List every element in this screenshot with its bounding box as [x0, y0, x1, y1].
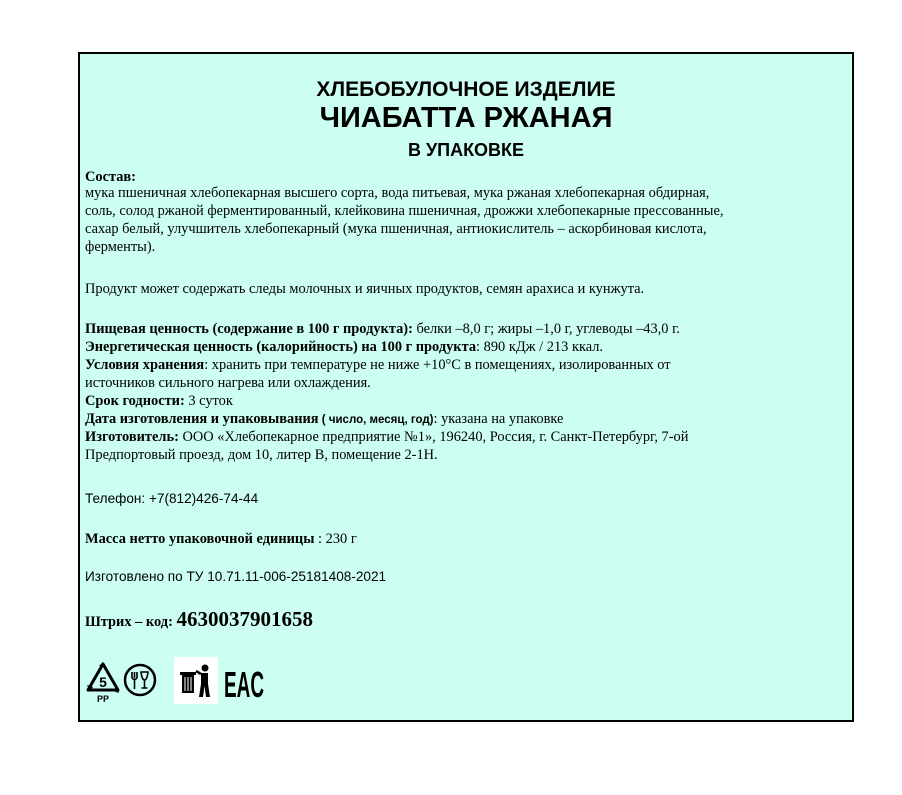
technical-standard: Изготовлено по ТУ 10.71.11-006-25181408-2021 — [85, 569, 387, 584]
storage-conditions-cont: источников сильного нагрева или охлаждения. — [85, 375, 371, 391]
composition-heading: Состав: — [85, 169, 136, 185]
manufacture-date: Дата изготовления и упаковывания ( число, месяц, год): указана на упаковке — [85, 411, 564, 427]
svg-text:5: 5 — [99, 674, 107, 690]
composition-line: мука пшеничная хлебопекарная высшего сорта, вода питьевая, мука ржаная хлебопекарная обдирная, — [85, 185, 710, 201]
storage-conditions: Условия хранения: хранить при температуре не ниже +10°С в помещениях, изолированных от — [85, 357, 671, 373]
barcode: Штрих – код: 4630037901658 — [85, 607, 313, 631]
packaging-note: В УПАКОВКЕ — [407, 140, 525, 160]
composition-line: сахар белый, улучшитель хлебопекарный (мука пшеничная, антиокислитель – аскорбиновая кислота, — [85, 221, 707, 237]
package-marks — [84, 660, 284, 704]
shelf-life: Срок годности: 3 суток — [85, 393, 233, 409]
phone: Телефон: +7(812)426-74-44 — [85, 491, 259, 506]
eac-mark-icon — [224, 664, 266, 705]
product-name: ЧИАБАТТА РЖАНАЯ — [319, 102, 613, 134]
product-label — [78, 52, 854, 722]
manufacturer-address: Предпортовый проезд, дом 10, литер В, помещение 2-1Н. — [85, 447, 438, 463]
svg-text:EAC: EAC — [224, 664, 264, 705]
dispose-in-bin-icon — [174, 657, 218, 704]
nutrition-value: Пищевая ценность (содержание в 100 г продукта): белки –8,0 г; жиры –1,0 г, углеводы –43,0 г. — [85, 321, 680, 337]
food-safe-icon — [122, 662, 158, 698]
composition-line: соль, солод ржаной ферментированный, клейковина пшеничная, дрожжи хлебопекарные прессованные, — [85, 203, 724, 219]
manufacturer: Изготовитель: ООО «Хлебопекарное предприятие №1», 196240, Россия, г. Санкт-Петербург, 7-ой — [85, 429, 689, 445]
composition-line: ферменты). — [85, 239, 156, 255]
allergen-warning: Продукт может содержать следы молочных и яичных продуктов, семян арахиса и кунжута. — [85, 281, 645, 297]
product-category: ХЛЕБОБУЛОЧНОЕ ИЗДЕЛИЕ — [316, 78, 616, 101]
svg-text:PP: PP — [96, 694, 110, 704]
energy-value: Энергетическая ценность (калорийность) на 100 г продукта: 890 кДж / 213 ккал. — [85, 339, 604, 355]
recycle-pp-icon — [84, 660, 122, 704]
net-mass: Масса нетто упаковочной единицы : 230 г — [85, 531, 357, 547]
